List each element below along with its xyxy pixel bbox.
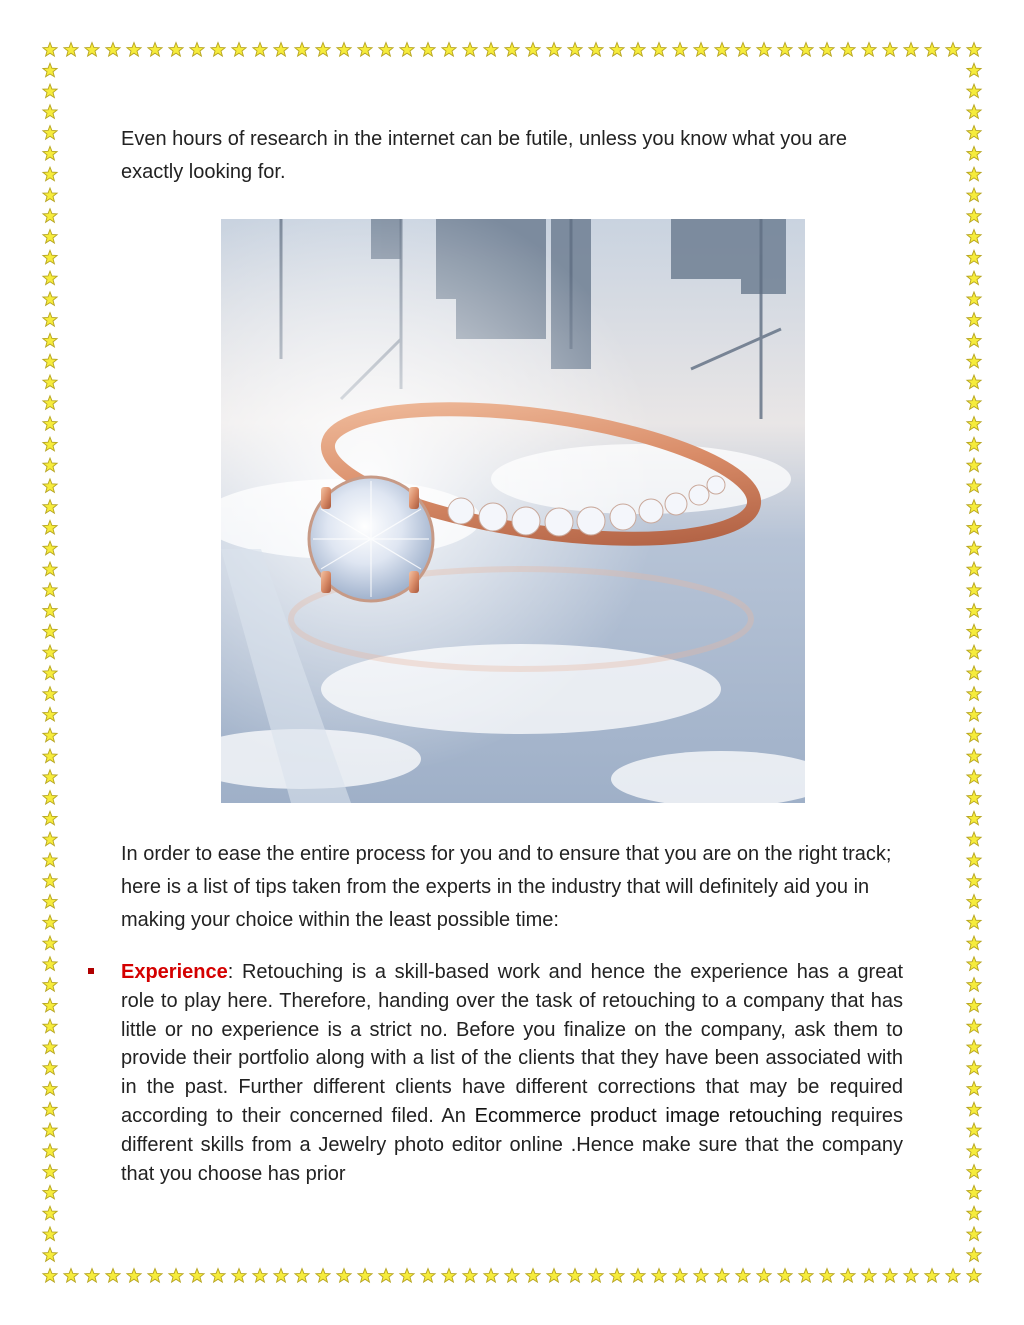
star-icon <box>106 43 120 57</box>
star-icon <box>967 936 981 950</box>
star-icon <box>967 479 981 493</box>
star-icon <box>43 479 57 493</box>
star-icon <box>43 1248 57 1262</box>
star-icon <box>967 728 981 742</box>
star-icon <box>967 645 981 659</box>
star-icon <box>967 396 981 410</box>
star-icon <box>673 43 687 57</box>
star-icon <box>736 1269 750 1283</box>
star-icon <box>43 666 57 680</box>
star-icon <box>841 43 855 57</box>
star-icon <box>589 1269 603 1283</box>
star-icon <box>358 1269 372 1283</box>
star-icon <box>43 1040 57 1054</box>
star-icon <box>43 126 57 140</box>
star-icon <box>43 853 57 867</box>
star-icon <box>631 43 645 57</box>
star-icon <box>967 1144 981 1158</box>
star-icon <box>505 1269 519 1283</box>
star-icon <box>967 957 981 971</box>
star-icon <box>967 84 981 98</box>
star-icon <box>526 43 540 57</box>
tip-text-continued: requires different skills from a Jewelry photo editor online .Hence make sure that the company that you choose has prior <box>121 1104 904 1185</box>
star-icon <box>967 1061 981 1075</box>
star-icon <box>43 188 57 202</box>
star-icon <box>463 43 477 57</box>
star-icon <box>43 84 57 98</box>
star-icon <box>43 604 57 618</box>
star-icon <box>610 43 624 57</box>
star-icon <box>967 1123 981 1137</box>
star-icon <box>967 250 981 264</box>
star-icon <box>43 541 57 555</box>
star-icon <box>43 624 57 638</box>
star-icon <box>190 1269 204 1283</box>
star-icon <box>547 1269 561 1283</box>
star-icon <box>967 1227 981 1241</box>
star-icon <box>379 43 393 57</box>
star-icon <box>694 43 708 57</box>
star-icon <box>43 707 57 721</box>
star-icon <box>526 1269 540 1283</box>
star-icon <box>967 1269 981 1283</box>
star-icon <box>148 43 162 57</box>
star-icon <box>967 1185 981 1199</box>
star-icon <box>967 1102 981 1116</box>
star-icon <box>967 687 981 701</box>
star-icon <box>253 1269 267 1283</box>
star-icon <box>43 1082 57 1096</box>
star-icon <box>904 43 918 57</box>
star-icon <box>43 354 57 368</box>
star-icon <box>967 624 981 638</box>
star-icon <box>43 1061 57 1075</box>
star-icon <box>337 43 351 57</box>
star-icon <box>358 43 372 57</box>
star-icon <box>757 1269 771 1283</box>
star-icon <box>190 43 204 57</box>
star-icon <box>967 313 981 327</box>
star-icon <box>274 43 288 57</box>
star-icon <box>43 43 57 57</box>
star-icon <box>925 43 939 57</box>
star-icon <box>568 1269 582 1283</box>
star-icon <box>568 43 582 57</box>
star-icon <box>169 1269 183 1283</box>
star-icon <box>442 1269 456 1283</box>
star-icon <box>967 333 981 347</box>
tip-text: Retouching is a skill-based work and hence the experience has a great role to play here. Therefore, handing over the task of retouching to a company that has little or no experience is a strict no. Before you finalize on the company, ask them to provide their portfolio along with a list of the clients that they have been associated with in the past. Further different clients have different corrections that may be required according to their concerned filed. An <box>121 961 903 1127</box>
star-icon <box>799 43 813 57</box>
bullet-icon <box>88 968 94 974</box>
star-icon <box>127 43 141 57</box>
star-icon <box>43 915 57 929</box>
star-icon <box>967 874 981 888</box>
star-icon <box>652 1269 666 1283</box>
star-icon <box>43 292 57 306</box>
star-icon <box>967 811 981 825</box>
star-icon <box>43 167 57 181</box>
intro-paragraph: Even hours of research in the internet can be futile, unless you know what you are exactly looking for. <box>121 128 847 183</box>
star-icon <box>715 43 729 57</box>
star-icon <box>316 1269 330 1283</box>
star-icon <box>400 43 414 57</box>
star-icon <box>589 43 603 57</box>
star-icon <box>43 396 57 410</box>
star-icon <box>43 437 57 451</box>
star-icon <box>967 978 981 992</box>
star-icon <box>967 666 981 680</box>
star-icon <box>967 230 981 244</box>
star-icon <box>967 1165 981 1179</box>
star-icon <box>43 63 57 77</box>
star-icon <box>967 749 981 763</box>
star-icon <box>862 43 876 57</box>
star-icon <box>43 146 57 160</box>
star-icon <box>295 43 309 57</box>
star-icon <box>946 43 960 57</box>
star-icon <box>43 1227 57 1241</box>
star-icon <box>925 1269 939 1283</box>
star-icon <box>43 895 57 909</box>
star-icon <box>736 43 750 57</box>
star-icon <box>967 437 981 451</box>
star-icon <box>43 105 57 119</box>
star-icon <box>43 250 57 264</box>
star-icon <box>547 43 561 57</box>
star-icon <box>43 998 57 1012</box>
star-icon <box>610 1269 624 1283</box>
star-icon <box>43 583 57 597</box>
star-icon <box>862 1269 876 1283</box>
star-icon <box>43 645 57 659</box>
star-icon <box>778 43 792 57</box>
star-icon <box>967 1019 981 1033</box>
star-icon <box>967 271 981 285</box>
star-icon <box>43 271 57 285</box>
star-icon <box>694 1269 708 1283</box>
star-icon <box>43 500 57 514</box>
tip-term: Experience <box>121 961 228 983</box>
star-icon <box>799 1269 813 1283</box>
star-icon <box>946 1269 960 1283</box>
star-icon <box>631 1269 645 1283</box>
star-icon <box>43 230 57 244</box>
star-icon <box>967 770 981 784</box>
star-icon <box>43 936 57 950</box>
lead-paragraph: In order to ease the entire process for you and to ensure that you are on the right track; here is a list of tips taken from the experts in the industry that will definitely aid you in making your choice within the least possible time: <box>121 843 892 931</box>
star-icon <box>673 1269 687 1283</box>
star-icon <box>967 209 981 223</box>
star-icon <box>967 1040 981 1054</box>
star-icon <box>421 43 435 57</box>
star-icon <box>778 1269 792 1283</box>
star-icon <box>127 1269 141 1283</box>
star-icon <box>967 500 981 514</box>
star-icon <box>43 832 57 846</box>
star-icon <box>232 43 246 57</box>
star-icon <box>43 978 57 992</box>
star-icon <box>43 1269 57 1283</box>
star-icon <box>883 43 897 57</box>
star-icon <box>43 728 57 742</box>
star-icon <box>967 707 981 721</box>
star-icon <box>43 1123 57 1137</box>
star-icon <box>967 583 981 597</box>
star-icon <box>967 1206 981 1220</box>
star-icon <box>43 520 57 534</box>
star-icon <box>820 43 834 57</box>
star-icon <box>43 811 57 825</box>
star-icon <box>967 541 981 555</box>
star-icon <box>85 1269 99 1283</box>
star-icon <box>421 1269 435 1283</box>
star-icon <box>64 43 78 57</box>
star-icon <box>43 1185 57 1199</box>
star-icon <box>967 188 981 202</box>
star-icon <box>967 458 981 472</box>
star-icon <box>274 1269 288 1283</box>
tip-separator: : <box>227 961 242 983</box>
star-icon <box>43 1206 57 1220</box>
star-icon <box>43 417 57 431</box>
star-icon <box>757 43 771 57</box>
star-icon <box>967 832 981 846</box>
star-icon <box>463 1269 477 1283</box>
star-icon <box>967 604 981 618</box>
star-icon <box>253 43 267 57</box>
star-icon <box>967 43 981 57</box>
star-icon <box>967 146 981 160</box>
star-icon <box>967 105 981 119</box>
ring-photo <box>221 219 805 803</box>
star-icon <box>85 43 99 57</box>
star-icon <box>967 63 981 77</box>
star-icon <box>967 375 981 389</box>
star-icon <box>43 957 57 971</box>
star-icon <box>967 1248 981 1262</box>
star-icon <box>967 895 981 909</box>
star-icon <box>967 292 981 306</box>
star-icon <box>106 1269 120 1283</box>
star-icon <box>967 562 981 576</box>
star-icon <box>967 520 981 534</box>
star-icon <box>43 333 57 347</box>
star-icon <box>967 417 981 431</box>
star-icon <box>43 749 57 763</box>
star-icon <box>211 43 225 57</box>
star-icon <box>43 687 57 701</box>
star-icon <box>316 43 330 57</box>
star-icon <box>883 1269 897 1283</box>
star-icon <box>967 915 981 929</box>
retouching-link[interactable]: Ecommerce product image retouching <box>474 1104 823 1127</box>
star-icon <box>841 1269 855 1283</box>
star-icon <box>967 354 981 368</box>
star-icon <box>967 791 981 805</box>
star-icon <box>64 1269 78 1283</box>
star-icon <box>442 43 456 57</box>
star-icon <box>169 43 183 57</box>
star-icon <box>484 1269 498 1283</box>
star-icon <box>967 1082 981 1096</box>
star-icon <box>43 562 57 576</box>
star-icon <box>43 313 57 327</box>
star-icon <box>904 1269 918 1283</box>
star-icon <box>967 998 981 1012</box>
star-icon <box>211 1269 225 1283</box>
star-icon <box>484 43 498 57</box>
star-icon <box>379 1269 393 1283</box>
star-icon <box>43 1165 57 1179</box>
star-icon <box>43 1019 57 1033</box>
star-icon <box>652 43 666 57</box>
star-icon <box>295 1269 309 1283</box>
tip-list-item <box>121 958 903 1188</box>
star-icon <box>967 167 981 181</box>
star-icon <box>400 1269 414 1283</box>
star-icon <box>43 1102 57 1116</box>
star-icon <box>43 1144 57 1158</box>
star-icon <box>505 43 519 57</box>
star-icon <box>232 1269 246 1283</box>
star-icon <box>715 1269 729 1283</box>
star-icon <box>820 1269 834 1283</box>
star-icon <box>43 209 57 223</box>
star-icon <box>43 791 57 805</box>
star-icon <box>148 1269 162 1283</box>
star-icon <box>43 770 57 784</box>
star-icon <box>337 1269 351 1283</box>
star-icon <box>967 853 981 867</box>
star-icon <box>43 458 57 472</box>
star-icon <box>43 874 57 888</box>
star-icon <box>43 375 57 389</box>
star-icon <box>967 126 981 140</box>
